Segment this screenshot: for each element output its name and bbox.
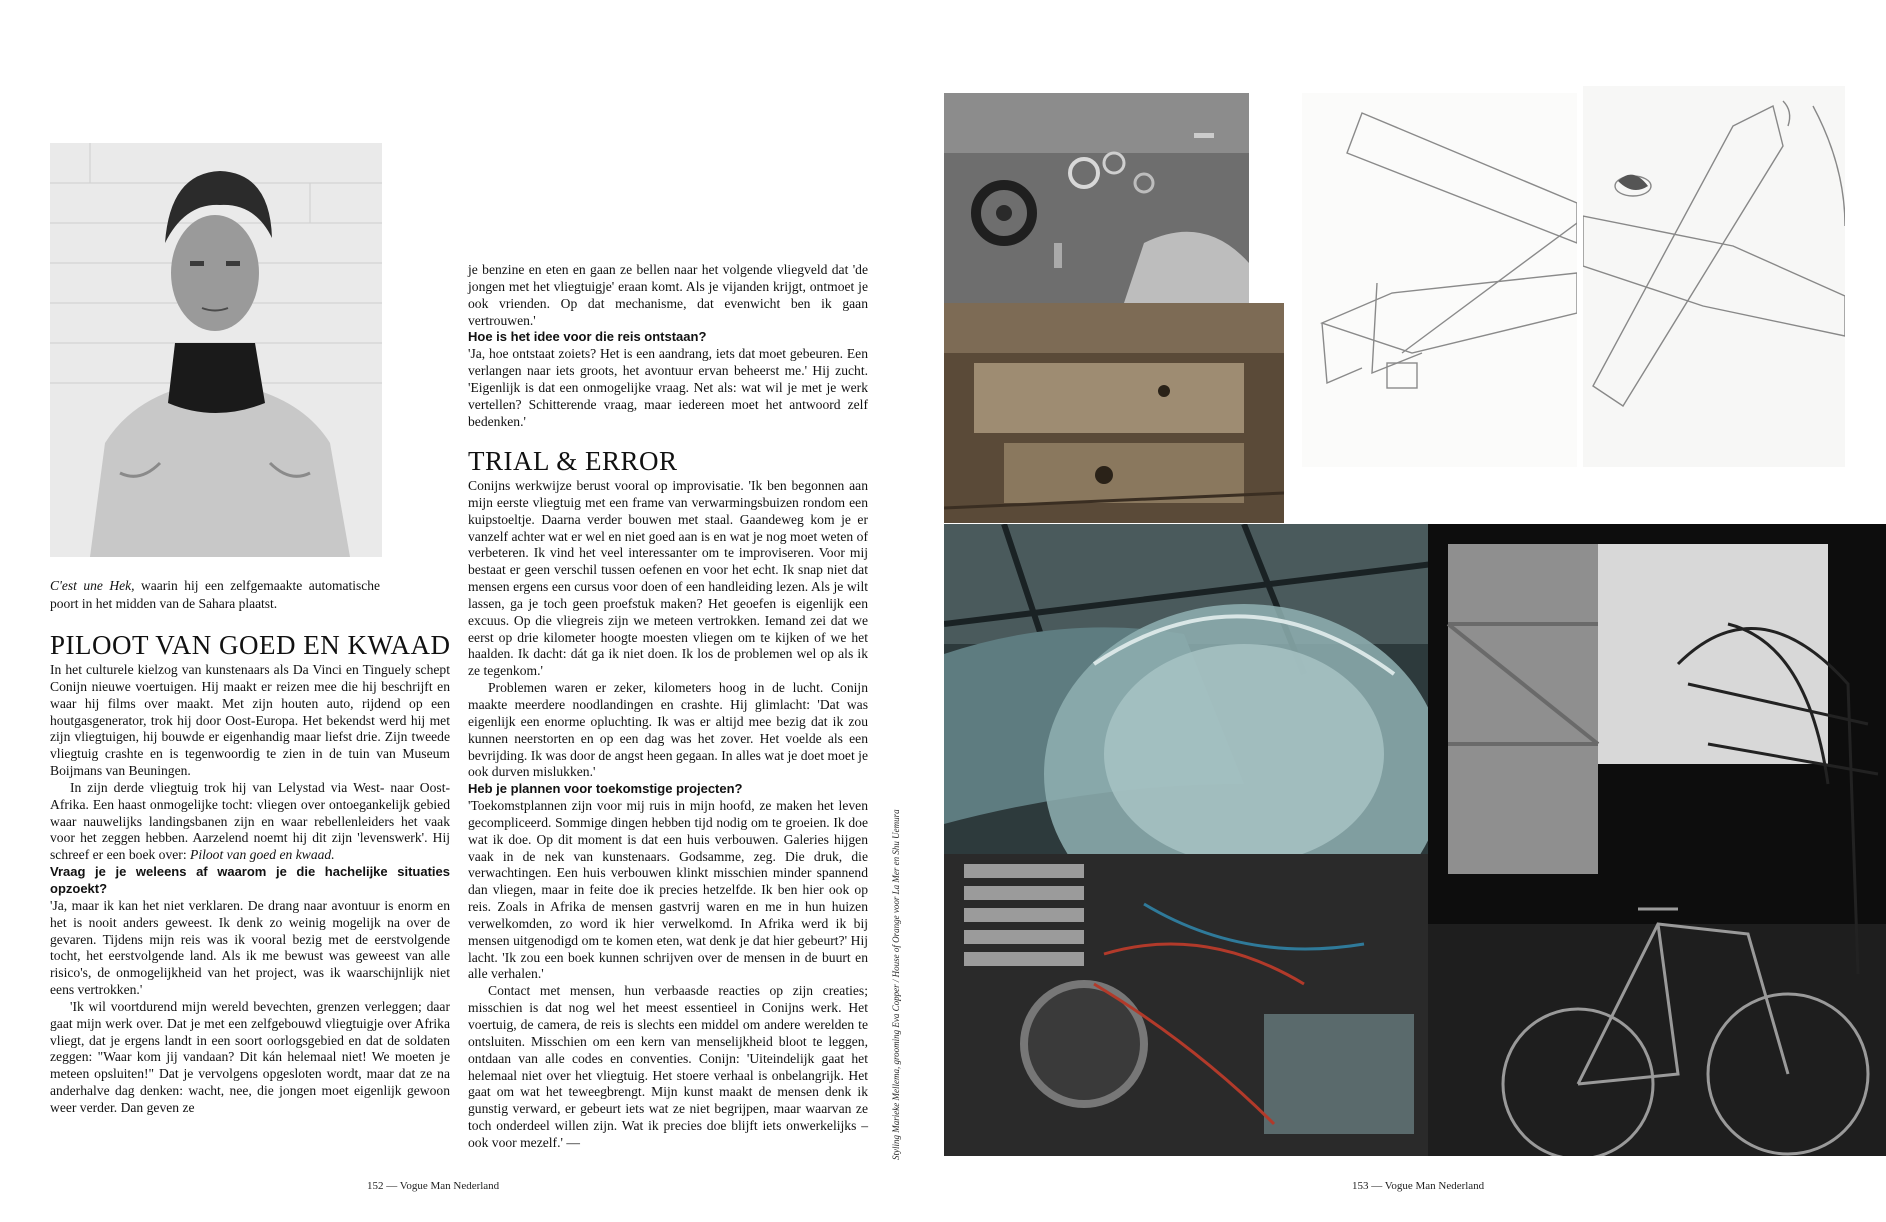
paragraph: In het culturele kielzog van kunstenaars als Da Vinci en Tinguely schept Conijn nieuwe voertuigen. Hij maakt er reizen mee die hij beschrijft en waar hij films over maakt. Met zijn houten auto, rijdend op een houtgasgenerator, trok hij door Oost-Europa. Het bekendst werd hij met zijn vliegtuigen, hij bouwde er eigenhandig maar liefst drie. Zijn tweede vliegtuig crashte en is tegenwoordig te zien in de tuin van Museum Boijmans van Beuningen.	[50, 662, 450, 779]
page-number-right: 153 — Vogue Man Nederland	[1352, 1180, 1485, 1192]
bicycle-hangar-photo	[1428, 524, 1886, 1156]
interview-question: Heb je plannen voor toekomstige projecten?	[468, 781, 743, 797]
caption-text: waarin hij een zelfgemaakte automatische poort in het midden van de Sahara plaatst.	[50, 578, 380, 611]
interview-question: Vraag je je weleens af waarom je die hachelijke situaties opzoekt?	[50, 864, 450, 896]
engine-cockpit-photo	[944, 524, 1433, 1156]
airplane-sketch-right	[1583, 86, 1845, 467]
interview-question: Hoe is het idee voor die reis ontstaan?	[468, 329, 707, 345]
paragraph: Contact met mensen, hun verbaasde reacties op zijn creaties; misschien is dat nog wel het meest essentieel in Conijns werk. Het voertuig, de camera, de reis is slechts een middel om andere werelden te ontsluiten. Misschien om een kern van menselijkheid bloot te leggen, ontdaan van alle codes en conventies. Conijn: 'Uiteindelijk gaat het helemaal niet over het vliegtuig. Het stoere verhaal is onbelangrijk. Het gaat om wat het teweegbrengt. Mijn kunst maakt de mensen denk ik gunstig verward, er gebeurt iets wat ze niet begrijpen, maar waarvan ze toch onderdeel willen zijn. Wat ik precies doe blijft iets onwerkelijks – ook voor mezelf.' —	[468, 983, 868, 1150]
paragraph: Conijns werkwijze berust vooral op improvisatie. 'Ik ben begonnen aan mijn eerste vliegtuig met een frame van verwarmingsbuizen rondom een kuipstoeltje. Daarna verder bouwen met staal. Gaandeweg kom je er vanzelf achter wat er wel en niet goed aan is en wat je nog moet weten of verbeteren. Ik vind het veel interessanter om te improviseren. Voor mij bestaat er geen verschil tussen oefenen en voor het echt. Ik snap niet dat mensen ergens een cursus voor doen of een handleiding lezen. Als je wilt lassen, ga je toch geen proefstuk maken? Het geoefen is eigenlijk een excuus. Op die vliegreis zijn we meteen vertrokken. Iemand zei dat we eerst op drie kilometer hoogte moesten vliegen om te kijken of we het haalden. Ik dacht: dát ga ik niet doen. Ik los de problemen wel op als ik ze tegenkom.'	[468, 478, 868, 679]
paragraph-text: In zijn derde vliegtuig trok hij van Lelystad via West- naar Oost-Afrika. Een haast onmogelijke tocht: vliegen over ontoegankelijk gebied waar nauwelijks landingsbanen zijn en waar rebellenleiders het vaak voor het zeggen hebben. Aarzelend noemt hij dit zijn 'levenswerk'. Hij schreef er een boek over:	[50, 779, 450, 863]
paragraph: je benzine en eten en gaan ze bellen naar het volgende vliegveld dat 'de jongen met het vliegtuigje' eraan komt. Als je vijanden krijgt, ontmoet je ook vrienden. Op dat mechanisme, dat evenwicht ben ik gaan vertrouwen.'	[468, 262, 868, 328]
photo-caption	[50, 577, 380, 612]
paragraph: 'Ik wil voortdurend mijn wereld bevechten, grenzen verleggen; daar gaat mijn werk over. Dat je met een zelfgebouwd vliegtuigje over Afrika vliegt, dat je ergens landt in een soort oorlogsgebied en dat de soldaten zeggen: "Waar kom jij vandaan? Dit kán helemaal niet! We moeten je meteen opsluiten!" Dat je vervolgens opgesloten wordt, maar dat ze na anderhalve dag denken: wacht, nee, die jongen moet eigenlijk gewoon weer verder. Dan geven ze	[50, 998, 450, 1115]
photo-credit: Styling Marieke Mellema, grooming Eva Copper / House of Orange voor La Mer en Shu Uemura	[891, 809, 901, 1160]
airplane-sketch-left	[1302, 93, 1577, 467]
paragraph	[50, 780, 450, 864]
page-number-left: 152 — Vogue Man Nederland	[367, 1180, 500, 1192]
book-title: Piloot van goed en kwaad.	[190, 847, 335, 863]
section-heading-piloot: PILOOT VAN GOED EN KWAAD	[50, 630, 451, 660]
caption-title: C'est une Hek,	[50, 578, 135, 593]
article-column-right-top	[468, 262, 868, 430]
wood-plank-photo	[944, 303, 1284, 523]
article-column-left	[50, 662, 450, 1117]
paragraph: Problemen waren er zeker, kilometers hoog in de lucht. Conijn maakte meerdere noodlandingen en crashte. Hij glimlacht: 'Dat was eigenlijk een enorme opluchting. Ik was er altijd mee bezig dat ik zou kunnen neerstorten en op een dag was het zover. Het voelde als een bevrijding. Ik was door de angst heen gegaan. In alles wat je doet moet je ook durven mislukken.'	[468, 680, 868, 780]
portrait-photo	[50, 143, 382, 557]
interview-answer: 'Toekomstplannen zijn voor mij ruis in mijn hoofd, ze maken het leven gecompliceerd. Sommige dingen hebben tijd nodig om te groeien. Ik doe wat ik doe. Op dit moment is dat een huis verbouwen. Galeries hijgen vaak in de nek van kunstenaars. Godsamme, zeg. Die druk, die verwachtingen. Een huis verbouwen klinkt misschien minder spannend dan vliegen, maar in feite doe ik precies hetzelfde. Ik ben hier ook op reis. Zoals in Afrika de mensen gastvrij waren en me in hun huizen verwelkomden, zo word ik hier verwelkomd. In Afrika werd ik bij mensen uitgenodigd om te komen eten, wat denk je dat hier gebeurt?' Hij lacht. 'Ik zou een boek kunnen schrijven over de mensen in de buurt en alle verhalen.'	[468, 798, 868, 982]
interview-answer: 'Ja, maar ik kan het niet verklaren. De drang naar avontuur is enorm en het is nooit anders geweest. Ik denk zo weinig mogelijk na over de gevaren. Tijdens mijn reis was ik vooral bezig met de eerstvolgende tocht, het eerstvolgende land. Als ik me bewust was geweest van alle risico's, de onmogelijkheid van het project, was ik waarschijnlijk niet eens vertrokken.'	[50, 897, 450, 998]
workshop-gears-photo	[944, 93, 1249, 303]
article-column-right	[468, 478, 868, 1152]
interview-answer: 'Ja, hoe ontstaat zoiets? Het is een aandrang, iets dat moet gebeuren. Een verlangen naar iets groots, het avontuur ervan beheerst me.' Hij zucht. 'Eigenlijk is dat een onmogelijke vraag. Net als: wat wil je met je werk vertellen? Schitterende vraag, maar iedereen moet het antwoord zelf bedenken.'	[468, 346, 868, 429]
section-heading-trial-error: TRIAL & ERROR	[468, 446, 678, 476]
